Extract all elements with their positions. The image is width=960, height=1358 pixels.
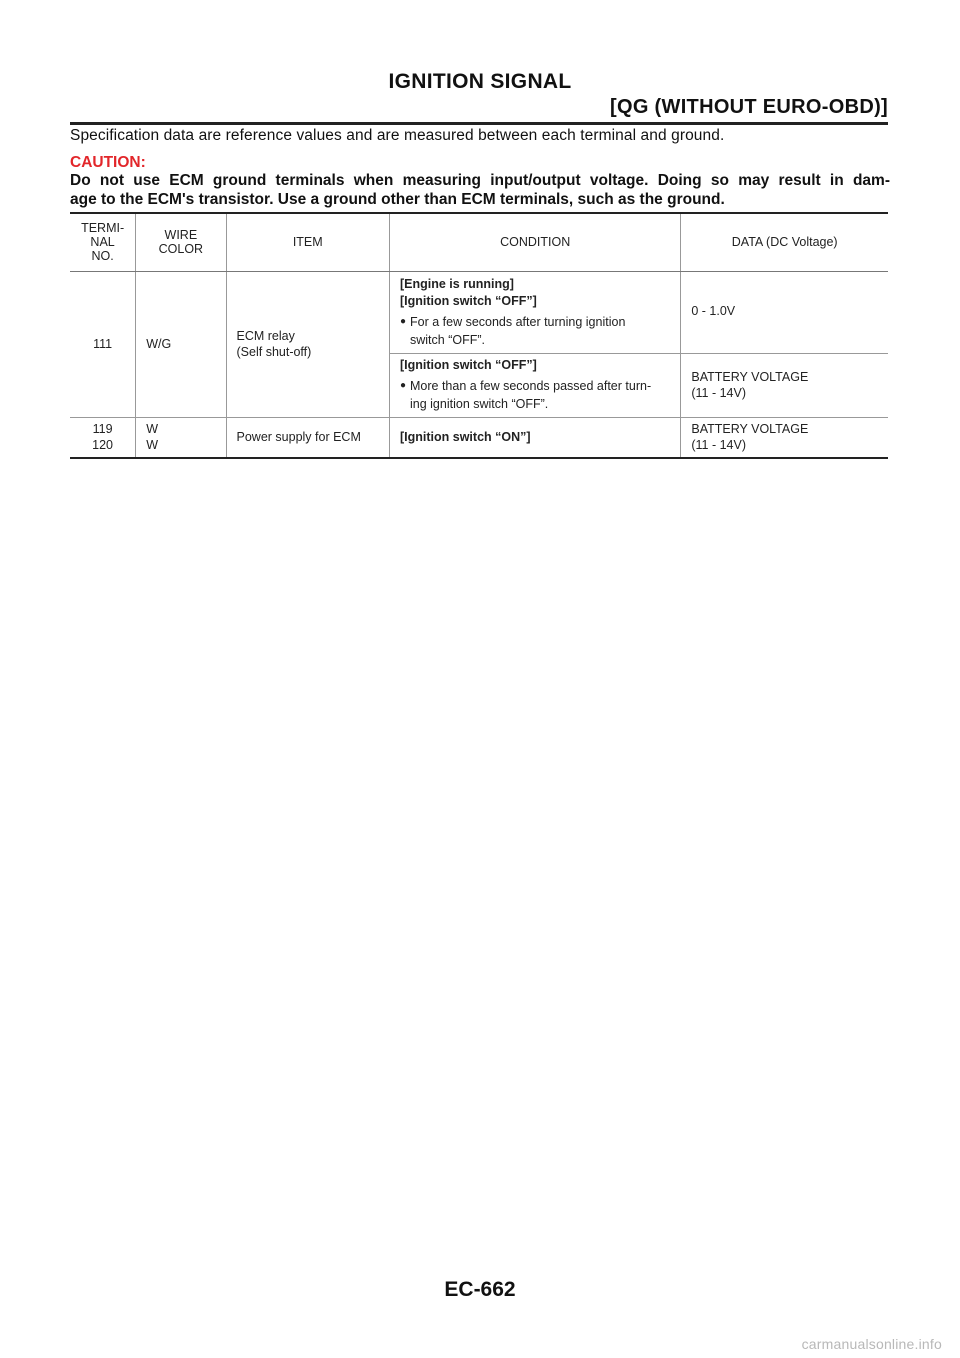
condition-bullet	[400, 377, 680, 413]
data-cell	[681, 417, 888, 458]
bullet-text	[410, 313, 680, 349]
watermark: carmanualsonline.info	[801, 1336, 942, 1352]
condition-heading: [Ignition switch “OFF”]	[400, 358, 537, 372]
terminal-spec-table	[70, 212, 888, 459]
item-line: ECM relay	[236, 329, 295, 343]
bullet-line: switch “OFF”.	[410, 332, 485, 347]
item-line: (Self shut-off)	[236, 345, 312, 359]
caution-line: Do not use ECM ground terminals when measuring input/output voltage. Doing so may result in dam-	[70, 172, 890, 189]
table-row	[70, 417, 888, 458]
bullet-text	[410, 377, 680, 413]
data-line: BATTERY VOLTAGE	[691, 422, 809, 437]
wire-line: W	[146, 422, 158, 437]
wire-color-cell	[136, 417, 226, 458]
caution-text	[70, 171, 890, 209]
caution-label: CAUTION:	[70, 154, 146, 171]
wire-color-cell: W/G	[136, 271, 226, 417]
condition-cell	[390, 271, 681, 353]
page-title: IGNITION SIGNAL	[388, 70, 572, 93]
data-line: (11 - 14V)	[691, 386, 747, 400]
bullet-line: ing ignition switch “OFF”.	[410, 397, 549, 411]
data-line: (11 - 14V)	[691, 438, 747, 453]
condition-cell: [Ignition switch “ON”]	[390, 417, 681, 458]
bullet-icon: ●	[400, 380, 407, 391]
condition-heading: [Ignition switch “OFF”]	[400, 293, 537, 308]
terminal-cell: 111	[93, 337, 113, 351]
header-wire-line: COLOR	[158, 242, 204, 257]
page-number: EC-662	[444, 1278, 516, 1301]
header-condition: CONDITION	[390, 213, 681, 271]
header-wire-line: WIRE	[164, 228, 198, 243]
header-wire-color	[136, 213, 226, 271]
data-line: BATTERY VOLTAGE	[691, 370, 809, 384]
terminal-cell	[70, 417, 136, 458]
intro-text: Specification data are reference values and are measured between each terminal and ground.	[70, 127, 725, 144]
wire-line: W	[146, 438, 158, 453]
item-cell	[226, 271, 389, 417]
header-data: DATA (DC Voltage)	[681, 213, 888, 271]
condition-bullet	[400, 313, 680, 349]
header-terminal-line: NO.	[91, 249, 114, 264]
data-cell	[681, 353, 888, 417]
header-terminal-line: NAL	[90, 235, 115, 250]
header-divider	[70, 122, 888, 125]
condition-cell	[390, 353, 681, 417]
table-row	[70, 271, 888, 353]
data-cell	[681, 271, 888, 353]
data-line: 0 - 1.0V	[691, 303, 736, 318]
header-terminal-line: TERMI-	[81, 221, 125, 236]
table-header-row	[70, 213, 888, 271]
caution-line: age to the ECM's transistor. Use a ground other than ECM terminals, such as the ground.	[70, 191, 725, 208]
bullet-icon: ●	[400, 315, 407, 327]
section-label: [QG (WITHOUT EURO-OBD)]	[610, 96, 888, 118]
condition-heading: [Engine is running]	[400, 276, 514, 291]
bullet-line: More than a few seconds passed after turn-	[410, 379, 652, 393]
header-item: ITEM	[226, 213, 389, 271]
item-cell: Power supply for ECM	[226, 417, 389, 458]
header-terminal	[70, 213, 136, 271]
terminal-line: 119	[92, 422, 113, 437]
terminal-line: 120	[92, 438, 114, 453]
bullet-line: For a few seconds after turning ignition	[410, 314, 626, 329]
